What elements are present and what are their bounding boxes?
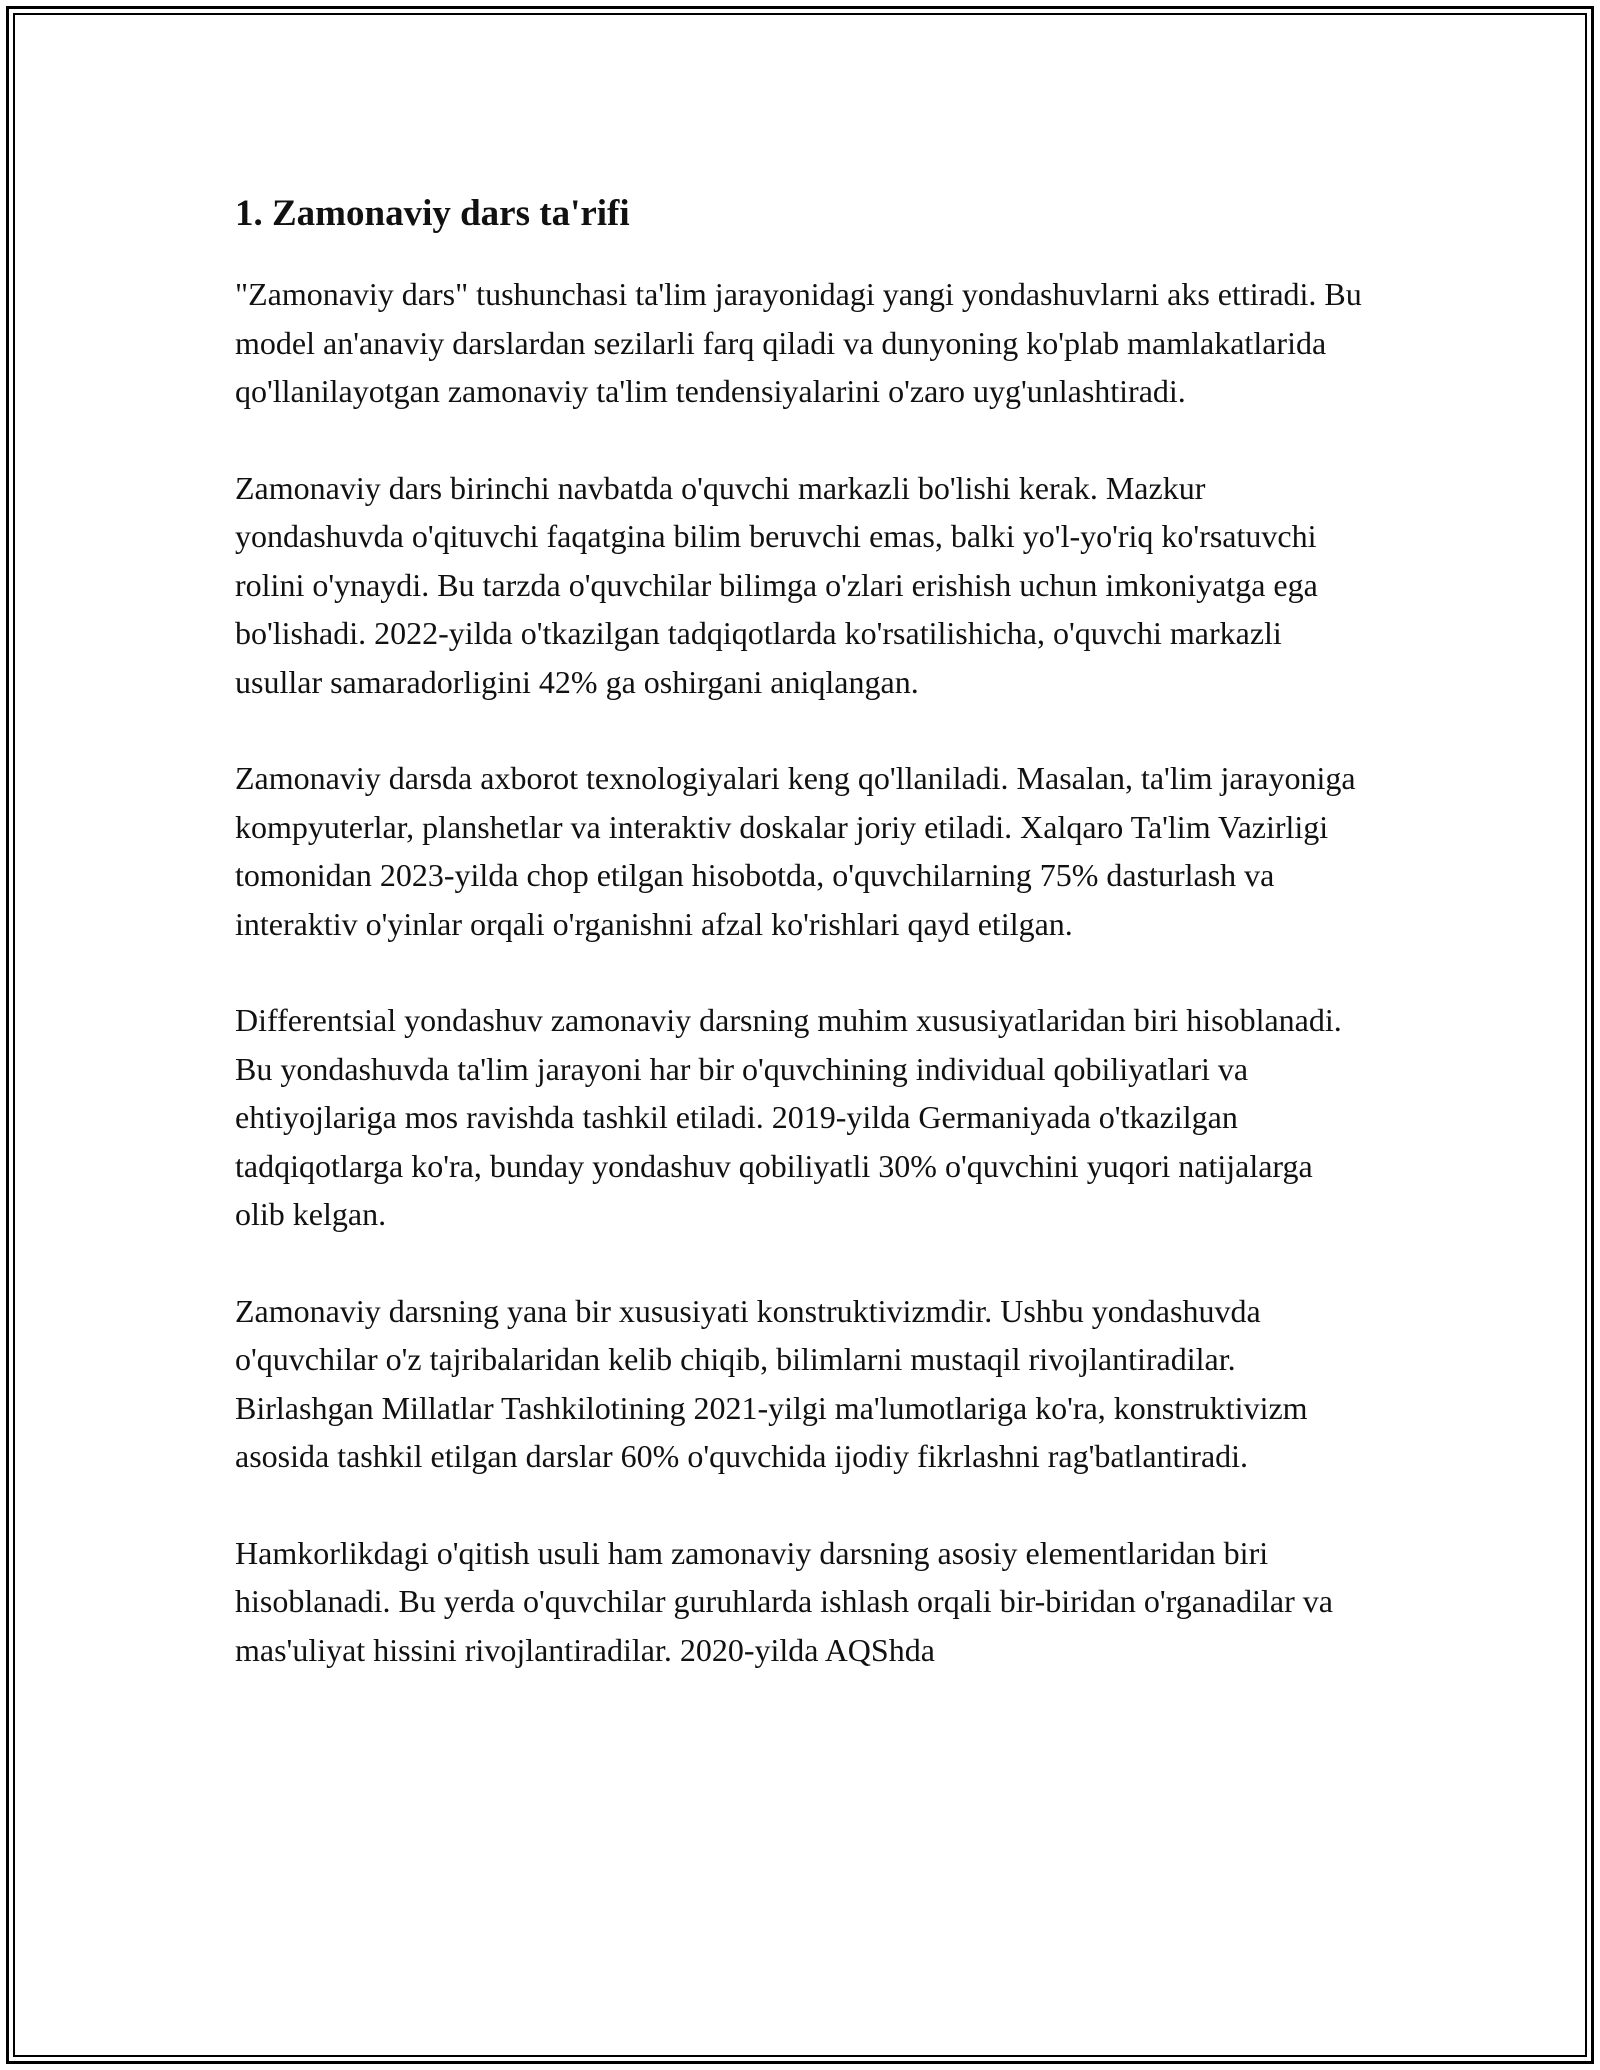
paragraph-6: Hamkorlikdagi o'qitish usuli ham zamonaviy darsning asosiy elementlaridan biri hisoblanadi. Bu yerda o'quvchilar guruhlarda ishlash orqali bir-biridan o'rganadilar va mas'uliyat hissini rivojlantiradilar. 2020-yilda AQShda: [235, 1534, 1333, 1668]
section-title: 1. Zamonaviy dars ta'rifi: [235, 193, 630, 234]
paragraph-3: Zamonaviy darsda axborot texnologiyalari keng qo'llaniladi. Masalan, ta'lim jarayoniga kompyuterlar, planshetlar va interaktiv doskalar joriy etiladi. Xalqaro Ta'lim Vazirligi tomonidan 2023-yilda chop etilgan hisobotda, o'quvchilarning 75% dasturlash va interaktiv o'yinlar orqali o'rganishni afzal ko'rishlari qayd etilgan.: [235, 760, 1356, 942]
paragraph-4: Differentsial yondashuv zamonaviy darsning muhim xususiyatlaridan biri hisoblanadi. Bu yondashuvda ta'lim jarayoni har bir o'quvchining individual qobiliyatlari va ehtiyojlariga mos ravishda tashkil etiladi. 2019-yilda Germaniyada o'tkazilgan tadqiqotlarga ko'ra, bunday yondashuv qobiliyatli 30% o'quvchini yuqori natijalarga olib kelgan.: [235, 1002, 1342, 1232]
paragraph-1: "Zamonaviy dars" tushunchasi ta'lim jarayonidagi yangi yondashuvlarni aks ettiradi. Bu model an'anaviy darslardan sezilarli farq qiladi va dunyoning ko'plab mamlakatlarida qo'llanilayotgan zamonaviy ta'lim tendensiyalarini o'zaro uyg'unlashtiradi.: [235, 276, 1362, 409]
paragraph-5: Zamonaviy darsning yana bir xususiyati konstruktivizmdir. Ushbu yondashuvda o'quvchilar o'z tajribalaridan kelib chiqib, bilimlarni mustaqil rivojlantiradilar. Birlashgan Millatlar Tashkilotining 2021-yilgi ma'lumotlariga ko'ra, konstruktivizm asosida tashkil etilgan darslar 60% o'quvchida ijodiy fikrlashni rag'batlantiradi.: [235, 1292, 1308, 1474]
document-body: [235, 186, 1365, 1722]
paragraph-2: Zamonaviy dars birinchi navbatda o'quvchi markazli bo'lishi kerak. Mazkur yondashuvda o'qituvchi faqatgina bilim beruvchi emas, balki yo'l-yo'riq ko'rsatuvchi rolini o'ynaydi. Bu tarzda o'quvchilar bilimga o'zlari erishish uchun imkoniyatga ega bo'lishadi. 2022-yilda o'tkazilgan tadqiqotlarda ko'rsatilishicha, o'quvchi markazli usullar samaradorligini 42% ga oshirgani aniqlangan.: [235, 469, 1318, 700]
